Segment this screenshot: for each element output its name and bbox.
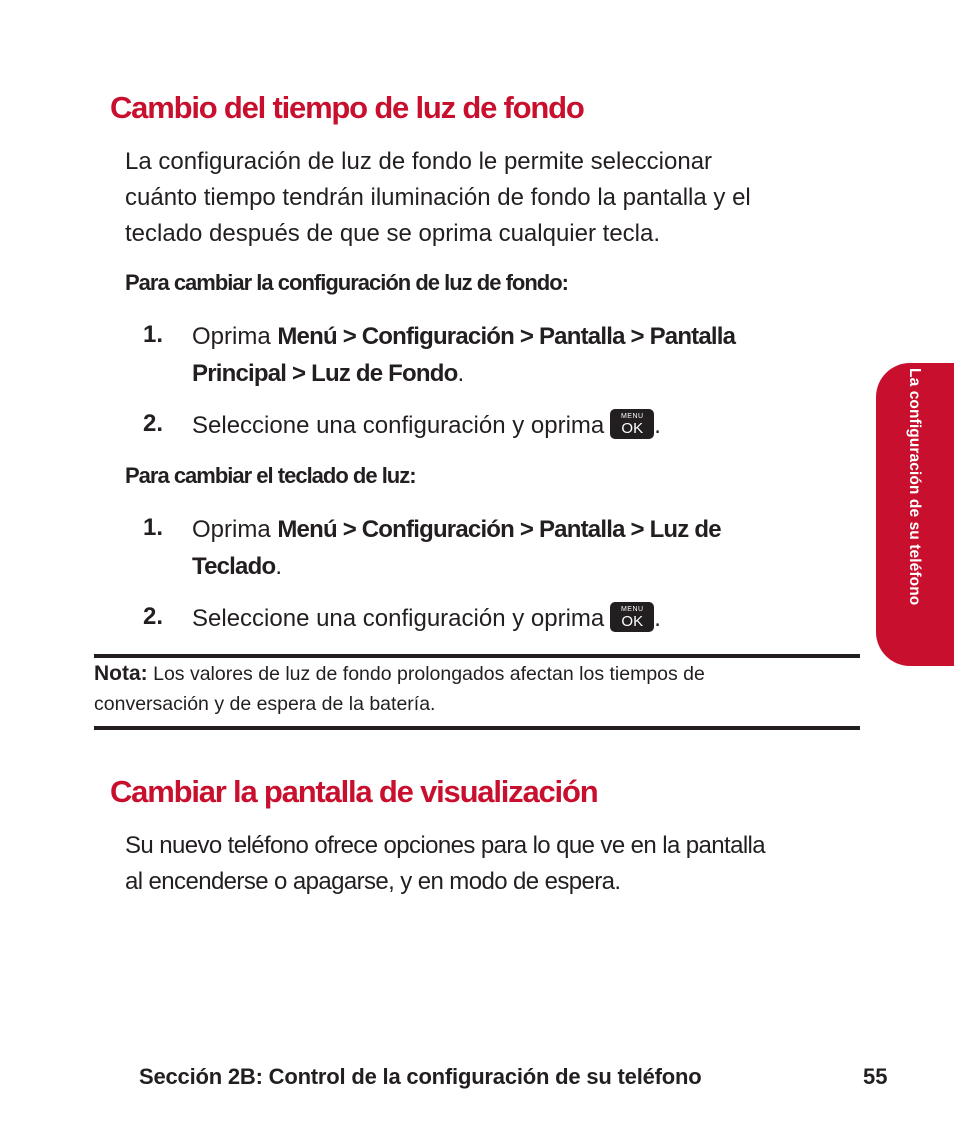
section-title-display: Cambiar la pantalla de visualización	[110, 774, 598, 809]
intro-line: cuánto tiempo tendrán iluminación de fondo la pantalla y el	[125, 184, 751, 211]
key-bottom-label: OK	[621, 419, 644, 437]
key-bottom-label: OK	[621, 612, 644, 630]
step-lead: Oprima	[192, 323, 278, 350]
chapter-side-tab-label: La configuración de su teléfono	[906, 368, 923, 606]
note-box	[94, 659, 860, 719]
step-text: Seleccione una configuración y oprima	[192, 605, 605, 632]
step-end: .	[654, 412, 661, 439]
menu-path: Menú > Configuración > Pantalla > Pantalla	[277, 323, 736, 350]
step-backlight-1	[192, 318, 832, 392]
key-top-label: MENU	[620, 412, 644, 420]
menu-ok-key-icon	[610, 602, 654, 632]
step-backlight-2	[192, 407, 832, 444]
footer-section-title: Sección 2B: Control de la configuración de su teléfono	[139, 1064, 702, 1089]
step-number: 2.	[143, 410, 164, 437]
subheading-backlight: Para cambiar la configuración de luz de fondo:	[125, 270, 568, 295]
display-intro	[125, 828, 865, 900]
page-number: 55	[863, 1064, 888, 1089]
step-number: 1.	[143, 321, 164, 348]
step-end: .	[654, 605, 661, 632]
key-top-label: MENU	[620, 605, 644, 613]
note-text: Los valores de luz de fondo prolongados afectan los tiempos de	[153, 663, 705, 685]
menu-path: Teclado	[192, 553, 276, 580]
note-label: Nota:	[94, 662, 148, 685]
intro-line: al encenderse o apagarse, y en modo de espera.	[125, 868, 621, 895]
menu-ok-key-icon	[610, 409, 654, 439]
intro-line: teclado después de que se oprima cualquier tecla.	[125, 220, 661, 247]
step-number: 1.	[143, 514, 164, 541]
backlight-intro	[125, 144, 865, 252]
intro-line: La configuración de luz de fondo le permite seleccionar	[125, 148, 713, 175]
menu-path: Menú > Configuración > Pantalla > Luz de	[277, 516, 721, 543]
note-text: conversación y de espera de la batería.	[94, 693, 436, 715]
step-number: 2.	[143, 603, 164, 630]
step-end: .	[457, 360, 465, 387]
step-text: Seleccione una configuración y oprima	[192, 412, 605, 439]
step-lead: Oprima	[192, 516, 278, 543]
step-keypad-2	[192, 600, 832, 637]
step-keypad-1	[192, 511, 832, 585]
intro-line: Su nuevo teléfono ofrece opciones para lo que ve en la pantalla	[125, 832, 766, 859]
note-bottom-rule	[94, 726, 860, 730]
step-end: .	[275, 553, 282, 580]
section-title-backlight: Cambio del tiempo de luz de fondo	[110, 90, 584, 125]
subheading-keypad-light: Para cambiar el teclado de luz:	[125, 463, 416, 488]
note-top-rule	[94, 654, 860, 658]
menu-path: Principal > Luz de Fondo	[192, 360, 458, 387]
